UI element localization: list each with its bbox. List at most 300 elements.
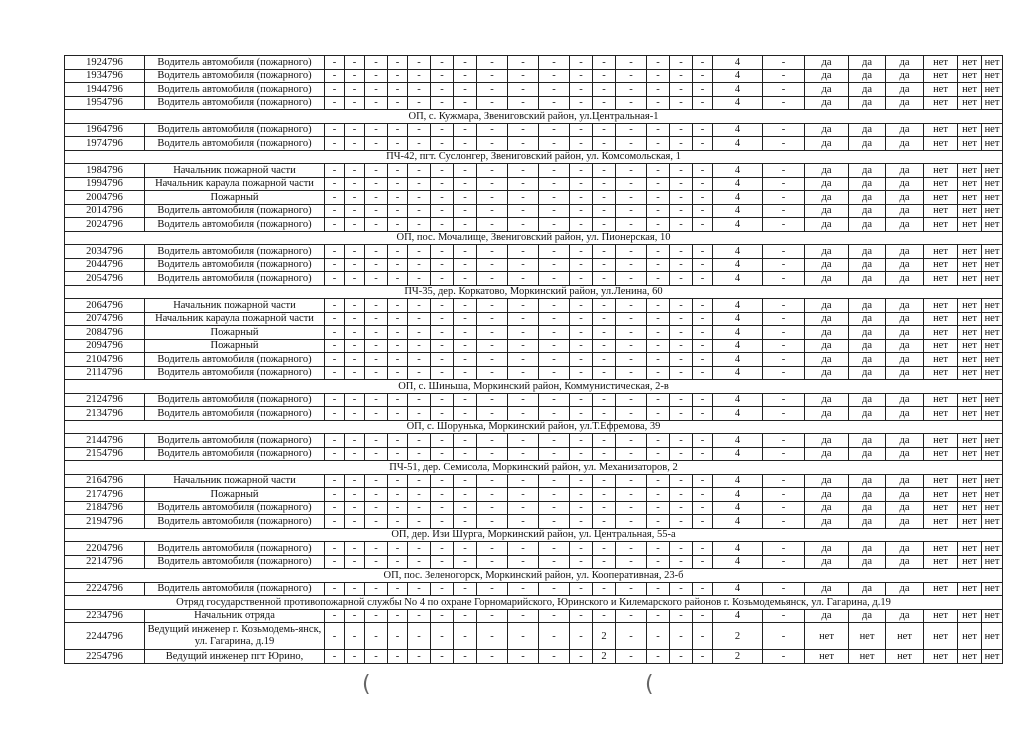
yes-no-cell: нет (982, 353, 1003, 367)
dash-cell: - (616, 137, 647, 151)
dash-cell: - (365, 164, 388, 178)
dash-cell: - (325, 299, 345, 313)
dash-cell: - (365, 623, 388, 650)
dash-cell: - (570, 83, 593, 97)
yes-no-cell: да (805, 609, 849, 623)
dash-cell: - (570, 366, 593, 380)
dash-cell: - (539, 353, 570, 367)
yes-no-cell: да (886, 366, 924, 380)
dash-cell: - (616, 191, 647, 205)
dash-cell: - (388, 258, 408, 272)
dash-cell: - (388, 650, 408, 664)
yes-no-cell: да (849, 474, 886, 488)
dash-cell: - (763, 191, 805, 205)
dash-cell: - (508, 650, 539, 664)
position-title: Водитель автомобиля (пожарного) (145, 204, 325, 218)
position-title: Водитель автомобиля (пожарного) (145, 393, 325, 407)
dash-cell: - (539, 393, 570, 407)
dash-cell: - (345, 582, 365, 596)
dash-cell: - (345, 366, 365, 380)
yes-no-cell: нет (924, 204, 958, 218)
dash-cell: - (670, 258, 693, 272)
dash-cell: - (670, 245, 693, 259)
yes-no-cell: нет (958, 272, 982, 286)
dash-cell: - (508, 582, 539, 596)
position-code: 2084796 (65, 326, 145, 340)
yes-no-cell: нет (982, 204, 1003, 218)
dash-cell: - (431, 69, 454, 83)
table-row (65, 650, 1003, 664)
dash-cell: - (593, 137, 616, 151)
dash-cell: - (570, 339, 593, 353)
position-title: Водитель автомобиля (пожарного) (145, 69, 325, 83)
dash-cell: - (570, 137, 593, 151)
dash-cell: - (570, 393, 593, 407)
dash-cell: - (388, 339, 408, 353)
dash-cell: - (670, 191, 693, 205)
dash-cell: - (325, 326, 345, 340)
dash-cell: - (345, 623, 365, 650)
dash-cell: - (431, 326, 454, 340)
dash-cell: - (616, 501, 647, 515)
section-title: ОП, с. Кужмара, Звениговский район, ул.Центральная-1 (65, 110, 1003, 124)
dash-cell: - (388, 555, 408, 569)
dash-cell: - (454, 488, 477, 502)
dash-cell: - (388, 96, 408, 110)
dash-cell: - (431, 515, 454, 529)
dash-cell: - (431, 83, 454, 97)
dash-cell: - (431, 582, 454, 596)
dash-cell: - (508, 623, 539, 650)
dash-cell: - (570, 245, 593, 259)
dash-cell: - (477, 582, 508, 596)
dash-cell: - (454, 245, 477, 259)
dash-cell: - (325, 218, 345, 232)
dash-cell: - (593, 339, 616, 353)
yes-no-cell: нет (982, 191, 1003, 205)
yes-no-cell: нет (958, 434, 982, 448)
table-row (65, 312, 1003, 326)
dash-cell: - (345, 245, 365, 259)
dash-cell: - (693, 191, 713, 205)
dash-cell: - (388, 515, 408, 529)
dash-cell: - (345, 447, 365, 461)
position-code: 2134796 (65, 407, 145, 421)
dash-cell: - (539, 542, 570, 556)
yes-no-cell: нет (924, 83, 958, 97)
table-row (65, 204, 1003, 218)
dash-cell: - (570, 623, 593, 650)
dash-cell: - (539, 582, 570, 596)
dash-cell: - (693, 245, 713, 259)
dash-cell: - (431, 366, 454, 380)
yes-no-cell: нет (924, 326, 958, 340)
class-value: 2 (713, 623, 763, 650)
dash-cell: - (388, 447, 408, 461)
section-row (65, 150, 1003, 164)
dash-cell: - (647, 623, 670, 650)
dash-cell: - (365, 515, 388, 529)
dash-cell: - (408, 218, 431, 232)
yes-no-cell: нет (924, 501, 958, 515)
yes-no-cell: нет (958, 393, 982, 407)
position-title: Пожарный (145, 326, 325, 340)
dash-cell: - (647, 326, 670, 340)
position-title: Водитель автомобиля (пожарного) (145, 542, 325, 556)
yes-no-cell: да (886, 339, 924, 353)
yes-no-cell: да (886, 326, 924, 340)
dash-cell: - (647, 258, 670, 272)
dash-cell: - (365, 204, 388, 218)
class-value: 4 (713, 218, 763, 232)
dash-cell: - (570, 353, 593, 367)
dash-cell: - (454, 353, 477, 367)
dash-cell: - (365, 650, 388, 664)
yes-no-cell: да (805, 501, 849, 515)
dash-cell: - (647, 474, 670, 488)
dash-cell: - (508, 542, 539, 556)
dash-cell: - (670, 407, 693, 421)
dash-cell: - (431, 407, 454, 421)
yes-no-cell: нет (958, 582, 982, 596)
yes-no-cell: нет (982, 272, 1003, 286)
yes-no-cell: да (849, 245, 886, 259)
dash-cell: - (454, 69, 477, 83)
yes-no-cell: да (849, 339, 886, 353)
dash-cell: - (408, 488, 431, 502)
yes-no-cell: да (849, 56, 886, 70)
dash-cell: - (570, 542, 593, 556)
position-code: 1994796 (65, 177, 145, 191)
dash-cell: - (593, 191, 616, 205)
dash-cell: - (325, 245, 345, 259)
yes-no-cell: нет (958, 191, 982, 205)
dash-cell: - (593, 353, 616, 367)
dash-cell: - (616, 56, 647, 70)
dash-cell: - (408, 542, 431, 556)
dash-cell: - (693, 393, 713, 407)
dash-cell: - (345, 299, 365, 313)
dash-cell: - (454, 582, 477, 596)
dash-cell: - (670, 96, 693, 110)
dash-cell: - (593, 366, 616, 380)
dash-cell: - (388, 474, 408, 488)
dash-cell: - (539, 474, 570, 488)
factor-value: 2 (593, 650, 616, 664)
yes-no-cell: да (849, 366, 886, 380)
class-value: 4 (713, 501, 763, 515)
dash-cell: - (345, 123, 365, 137)
dash-cell: - (454, 204, 477, 218)
dash-cell: - (408, 245, 431, 259)
section-row (65, 285, 1003, 299)
dash-cell: - (693, 555, 713, 569)
dash-cell: - (539, 204, 570, 218)
yes-no-cell: да (849, 488, 886, 502)
dash-cell: - (570, 326, 593, 340)
yes-no-cell: да (886, 407, 924, 421)
dash-cell: - (454, 56, 477, 70)
dash-cell: - (325, 69, 345, 83)
dash-cell: - (693, 353, 713, 367)
dash-cell: - (693, 83, 713, 97)
dash-cell: - (693, 177, 713, 191)
dash-cell: - (763, 137, 805, 151)
yes-no-cell: нет (982, 474, 1003, 488)
dash-cell: - (325, 488, 345, 502)
dash-cell: - (365, 326, 388, 340)
yes-no-cell: нет (886, 650, 924, 664)
dash-cell: - (570, 434, 593, 448)
dash-cell: - (408, 407, 431, 421)
dash-cell: - (539, 56, 570, 70)
yes-no-cell: нет (958, 164, 982, 178)
position-code: 2174796 (65, 488, 145, 502)
dash-cell: - (763, 393, 805, 407)
dash-cell: - (325, 272, 345, 286)
position-title: Водитель автомобиля (пожарного) (145, 245, 325, 259)
dash-cell: - (539, 123, 570, 137)
yes-no-cell: нет (982, 623, 1003, 650)
dash-cell: - (693, 258, 713, 272)
position-title: Водитель автомобиля (пожарного) (145, 218, 325, 232)
dash-cell: - (345, 177, 365, 191)
yes-no-cell: да (805, 542, 849, 556)
dash-cell: - (454, 366, 477, 380)
dash-cell: - (454, 218, 477, 232)
dash-cell: - (593, 177, 616, 191)
position-title: Водитель автомобиля (пожарного) (145, 515, 325, 529)
dash-cell: - (345, 56, 365, 70)
dash-cell: - (325, 137, 345, 151)
dash-cell: - (616, 650, 647, 664)
dash-cell: - (477, 326, 508, 340)
dash-cell: - (616, 69, 647, 83)
dash-cell: - (325, 366, 345, 380)
position-code: 2154796 (65, 447, 145, 461)
yes-no-cell: нет (924, 447, 958, 461)
yes-no-cell: да (849, 609, 886, 623)
position-title: Водитель автомобиля (пожарного) (145, 137, 325, 151)
position-title: Водитель автомобиля (пожарного) (145, 96, 325, 110)
dash-cell: - (477, 312, 508, 326)
dash-cell: - (454, 447, 477, 461)
dash-cell: - (408, 164, 431, 178)
dash-cell: - (670, 137, 693, 151)
yes-no-cell: да (849, 69, 886, 83)
dash-cell: - (670, 488, 693, 502)
dash-cell: - (647, 56, 670, 70)
section-title: ОП, пос. Мочалище, Звениговский район, ул. Пионерская, 10 (65, 231, 1003, 245)
dash-cell: - (325, 582, 345, 596)
yes-no-cell: да (886, 312, 924, 326)
table-row (65, 272, 1003, 286)
dash-cell: - (593, 164, 616, 178)
yes-no-cell: да (886, 218, 924, 232)
dash-cell: - (670, 204, 693, 218)
yes-no-cell: да (886, 245, 924, 259)
dash-cell: - (388, 501, 408, 515)
dash-cell: - (693, 501, 713, 515)
dash-cell: - (477, 555, 508, 569)
dash-cell: - (477, 434, 508, 448)
dash-cell: - (431, 434, 454, 448)
yes-no-cell: нет (982, 447, 1003, 461)
dash-cell: - (345, 164, 365, 178)
position-code: 2204796 (65, 542, 145, 556)
dash-cell: - (431, 96, 454, 110)
yes-no-cell: нет (982, 69, 1003, 83)
yes-no-cell: да (886, 191, 924, 205)
yes-no-cell: да (849, 555, 886, 569)
yes-no-cell: да (849, 164, 886, 178)
class-value: 4 (713, 83, 763, 97)
table-row (65, 56, 1003, 70)
dash-cell: - (477, 69, 508, 83)
yes-no-cell: нет (958, 258, 982, 272)
dash-cell: - (570, 191, 593, 205)
yes-no-cell: да (805, 96, 849, 110)
yes-no-cell: нет (982, 407, 1003, 421)
dash-cell: - (693, 56, 713, 70)
dash-cell: - (539, 623, 570, 650)
position-title: Пожарный (145, 191, 325, 205)
position-code: 2004796 (65, 191, 145, 205)
dash-cell: - (593, 326, 616, 340)
position-code: 2244796 (65, 623, 145, 650)
yes-no-cell: нет (982, 339, 1003, 353)
dash-cell: - (477, 218, 508, 232)
dash-cell: - (365, 501, 388, 515)
dash-cell: - (325, 650, 345, 664)
yes-no-cell: да (805, 434, 849, 448)
dash-cell: - (431, 218, 454, 232)
yes-no-cell: нет (924, 299, 958, 313)
position-code: 2064796 (65, 299, 145, 313)
dash-cell: - (539, 609, 570, 623)
dash-cell: - (365, 434, 388, 448)
yes-no-cell: нет (982, 488, 1003, 502)
table-row (65, 366, 1003, 380)
yes-no-cell: да (849, 515, 886, 529)
yes-no-cell: да (805, 407, 849, 421)
dash-cell: - (431, 501, 454, 515)
dash-cell: - (616, 164, 647, 178)
table-row (65, 501, 1003, 515)
yes-no-cell: да (805, 474, 849, 488)
yes-no-cell: да (849, 83, 886, 97)
dash-cell: - (454, 623, 477, 650)
dash-cell: - (388, 164, 408, 178)
dash-cell: - (477, 353, 508, 367)
dash-cell: - (693, 515, 713, 529)
dash-cell: - (454, 123, 477, 137)
yes-no-cell: нет (982, 312, 1003, 326)
dash-cell: - (408, 137, 431, 151)
dash-cell: - (570, 218, 593, 232)
yes-no-cell: нет (924, 272, 958, 286)
dash-cell: - (365, 555, 388, 569)
dash-cell: - (408, 326, 431, 340)
dash-cell: - (508, 501, 539, 515)
dash-cell: - (508, 339, 539, 353)
yes-no-cell: нет (958, 609, 982, 623)
dash-cell: - (477, 191, 508, 205)
dash-cell: - (570, 56, 593, 70)
dash-cell: - (570, 312, 593, 326)
position-code: 1944796 (65, 83, 145, 97)
yes-no-cell: нет (924, 339, 958, 353)
position-title: Водитель автомобиля (пожарного) (145, 272, 325, 286)
dash-cell: - (763, 339, 805, 353)
dash-cell: - (477, 272, 508, 286)
dash-cell: - (365, 407, 388, 421)
yes-no-cell: да (886, 515, 924, 529)
dash-cell: - (616, 177, 647, 191)
dash-cell: - (408, 69, 431, 83)
dash-cell: - (670, 650, 693, 664)
yes-no-cell: нет (982, 56, 1003, 70)
dash-cell: - (539, 258, 570, 272)
dash-cell: - (477, 123, 508, 137)
yes-no-cell: нет (958, 204, 982, 218)
dash-cell: - (508, 258, 539, 272)
table-row (65, 137, 1003, 151)
dash-cell: - (647, 299, 670, 313)
section-title: ПЧ-42, пгт. Суслонгер, Звениговский район, ул. Комсомольская, 1 (65, 150, 1003, 164)
dash-cell: - (477, 366, 508, 380)
class-value: 4 (713, 245, 763, 259)
dash-cell: - (388, 312, 408, 326)
dash-cell: - (647, 218, 670, 232)
yes-no-cell: да (849, 447, 886, 461)
dash-cell: - (388, 218, 408, 232)
dash-cell: - (477, 177, 508, 191)
dash-cell: - (508, 609, 539, 623)
dash-cell: - (693, 123, 713, 137)
dash-cell: - (616, 353, 647, 367)
position-code: 2014796 (65, 204, 145, 218)
dash-cell: - (388, 177, 408, 191)
position-title: Пожарный (145, 339, 325, 353)
dash-cell: - (325, 312, 345, 326)
dash-cell: - (345, 69, 365, 83)
yes-no-cell: нет (958, 137, 982, 151)
class-value: 4 (713, 177, 763, 191)
table-row (65, 353, 1003, 367)
dash-cell: - (325, 164, 345, 178)
dash-cell: - (593, 69, 616, 83)
yes-no-cell: нет (805, 650, 849, 664)
class-value: 4 (713, 353, 763, 367)
class-value: 4 (713, 447, 763, 461)
yes-no-cell: нет (982, 299, 1003, 313)
dash-cell: - (616, 312, 647, 326)
yes-no-cell: нет (924, 555, 958, 569)
dash-cell: - (670, 474, 693, 488)
dash-cell: - (647, 69, 670, 83)
table-row (65, 555, 1003, 569)
yes-no-cell: да (805, 447, 849, 461)
dash-cell: - (647, 542, 670, 556)
position-title: Ведущий инженер г. Козьмодемь-янск, ул. Гагарина, д.19 (145, 623, 325, 650)
yes-no-cell: нет (982, 326, 1003, 340)
dash-cell: - (593, 447, 616, 461)
class-value: 4 (713, 137, 763, 151)
section-title: ОП, дер. Изи Шурга, Моркинский район, ул. Центральная, 55-а (65, 528, 1003, 542)
dash-cell: - (616, 204, 647, 218)
dash-cell: - (365, 177, 388, 191)
